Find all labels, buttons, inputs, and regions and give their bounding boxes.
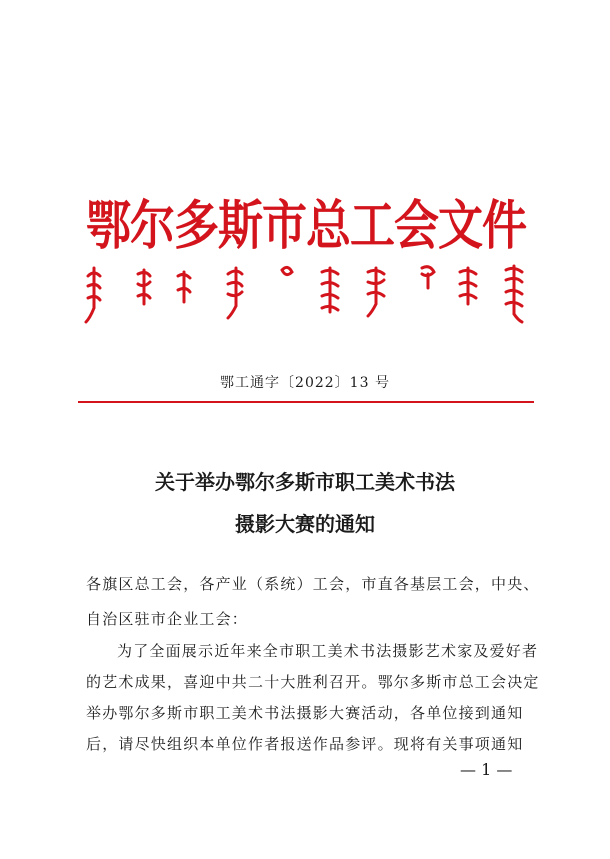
body-line-3: 为了全面展示近年来全市职工美术书法摄影艺术家及爱好者 [117, 642, 539, 660]
page-number: — 1 — [460, 760, 513, 779]
document-number: 鄂工通字〔2022〕13 号 [220, 375, 390, 391]
notice-title-line2: 摄影大赛的通知 [235, 512, 375, 536]
body-line-6: 后，请尽快组织本单位作者报送作品参评。现将有关事项通知 [86, 735, 524, 753]
notice-title-line1: 关于举办鄂尔多斯市职工美术书法 [155, 470, 455, 494]
document-masthead: 鄂尔多斯市总工会文件 [85, 193, 526, 257]
body-line-1: 各旗区总工会，各产业（系统）工会，市直各基层工会，中央、 [86, 575, 540, 593]
body-line-2: 自治区驻市企业工会： [86, 610, 249, 628]
body-line-5: 举办鄂尔多斯市职工美术书法摄影大赛活动，各单位接到通知 [86, 704, 524, 722]
mongolian-script-title [76, 258, 536, 328]
header-divider [78, 401, 534, 403]
body-line-4: 的艺术成果，喜迎中共二十大胜利召开。鄂尔多斯市总工会决定 [86, 673, 540, 691]
